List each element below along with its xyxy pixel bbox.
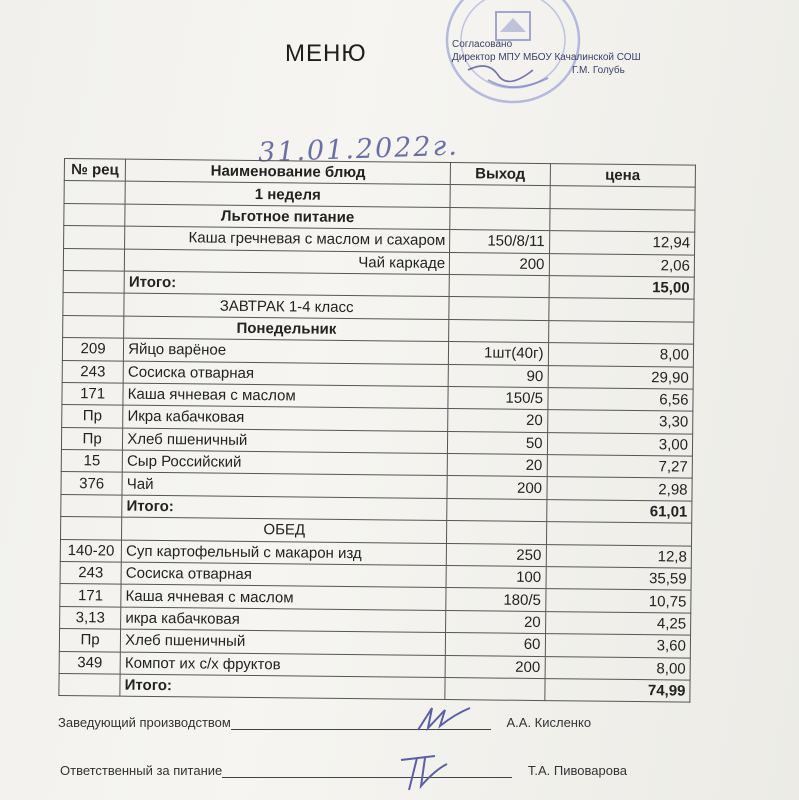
signature-responsible	[395, 750, 455, 794]
row-dish: Каша гречневая с маслом и сахаром	[125, 226, 450, 252]
row-price: 29,90	[548, 365, 694, 389]
row-dish: Сосиска отварная	[123, 361, 448, 387]
responsible-label: Ответственный за питание	[60, 763, 223, 778]
row-price: 6,56	[547, 387, 693, 411]
row-dish: Хлеб пшеничный	[123, 428, 448, 454]
row-code: 243	[60, 562, 121, 585]
approval-line: Согласовано	[452, 39, 513, 50]
head-of-production-line	[58, 715, 591, 730]
head-label: Заведующий производством	[58, 715, 231, 730]
row-portion: 1шт(40г)	[449, 342, 549, 365]
row-price: 35,59	[546, 567, 692, 591]
row-portion: 60	[446, 633, 546, 656]
row-code: 140-20	[60, 539, 121, 562]
head-name: А.А. Кисленко	[506, 715, 592, 730]
approval-block	[452, 38, 712, 77]
row-portion: 20	[446, 610, 546, 633]
row-portion: 180/5	[446, 588, 546, 611]
row-code: 3,13	[60, 606, 121, 629]
row-price: 4,25	[545, 611, 691, 635]
row-portion: 200	[445, 655, 545, 678]
row-code: 171	[62, 382, 123, 405]
menu-table	[58, 158, 696, 703]
row-price: 12,94	[549, 231, 695, 255]
header-dish-name: Наименование блюд	[125, 159, 450, 185]
row-dish: Сосиска отварная	[121, 562, 446, 588]
row-dish: Чай каркаде	[125, 249, 450, 275]
day-label: Понедельник	[124, 316, 449, 342]
row-price: 8,00	[548, 343, 694, 367]
row-price: 10,75	[545, 589, 691, 613]
row-code: Пр	[61, 427, 122, 450]
row-code: 243	[62, 360, 123, 383]
row-code: Пр	[59, 629, 120, 652]
total-label: Итого:	[124, 271, 449, 297]
row-dish: Компот их с/х фруктов	[120, 652, 445, 678]
row-price: 7,27	[547, 455, 693, 479]
row-dish: Каша ячневая с маслом	[123, 383, 448, 409]
row-price: 3,00	[547, 432, 693, 456]
benefit-title: Льготное питание	[125, 204, 450, 230]
row-dish: Яйцо варёное	[124, 338, 449, 364]
benefit-total: 15,00	[549, 276, 695, 300]
row-price: 8,00	[545, 656, 691, 680]
approval-name: Г.М. Голубь	[572, 65, 625, 76]
row-code: 209	[62, 338, 123, 361]
signature-line	[222, 777, 512, 778]
handwritten-date: 31.01.2022г.	[257, 130, 460, 169]
row-code: 15	[61, 450, 122, 473]
row-code: 349	[59, 651, 120, 674]
responsible-name: Т.А. Пивоварова	[527, 763, 627, 778]
lunch-total: 74,99	[544, 679, 690, 703]
row-dish: Икра кабачковая	[123, 405, 448, 431]
row-price: 3,60	[545, 634, 691, 658]
approval-position: Директор МПУ МБОУ Качалинской СОШ	[452, 52, 641, 63]
header-recipe-no: № рец	[64, 159, 125, 182]
row-portion: 90	[448, 364, 548, 387]
total-label: Итого:	[120, 674, 445, 700]
row-dish: Чай	[122, 473, 447, 499]
breakfast-title: ЗАВТРАК 1-4 класс	[124, 293, 449, 319]
breakfast-total: 61,01	[546, 499, 692, 523]
row-dish: икра кабачковая	[121, 607, 446, 633]
page-title: МЕНЮ	[285, 40, 367, 67]
responsible-line	[60, 763, 627, 778]
week-label: 1 неделя	[125, 182, 450, 208]
row-dish: Сыр Российский	[122, 450, 447, 476]
row-portion: 20	[447, 454, 547, 477]
row-portion: 250	[446, 543, 546, 566]
row-code: Пр	[62, 405, 123, 428]
row-price: 2,98	[546, 477, 692, 501]
signature-head	[410, 700, 480, 740]
row-price: 3,30	[547, 410, 693, 434]
row-dish: Хлеб пшеничный	[121, 629, 446, 655]
row-portion: 200	[450, 252, 550, 275]
header-portion: Выход	[450, 163, 550, 186]
row-price: 12,8	[546, 544, 692, 568]
row-code	[64, 226, 125, 249]
header-price: цена	[550, 164, 696, 188]
row-portion: 200	[447, 476, 547, 499]
row-code	[63, 248, 124, 271]
row-portion: 50	[448, 431, 548, 454]
row-portion: 150/5	[448, 386, 548, 409]
row-dish: Каша ячневая с маслом	[121, 585, 446, 611]
row-portion: 150/8/11	[450, 230, 550, 253]
row-portion: 100	[446, 566, 546, 589]
lunch-title: ОБЕД	[122, 517, 447, 543]
row-code: 376	[61, 472, 122, 495]
row-price: 2,06	[549, 253, 695, 277]
total-label: Итого:	[122, 495, 447, 521]
row-code: 171	[60, 584, 121, 607]
row-portion: 20	[448, 409, 548, 432]
row-dish: Суп картофельный с макарон изд	[121, 540, 446, 566]
